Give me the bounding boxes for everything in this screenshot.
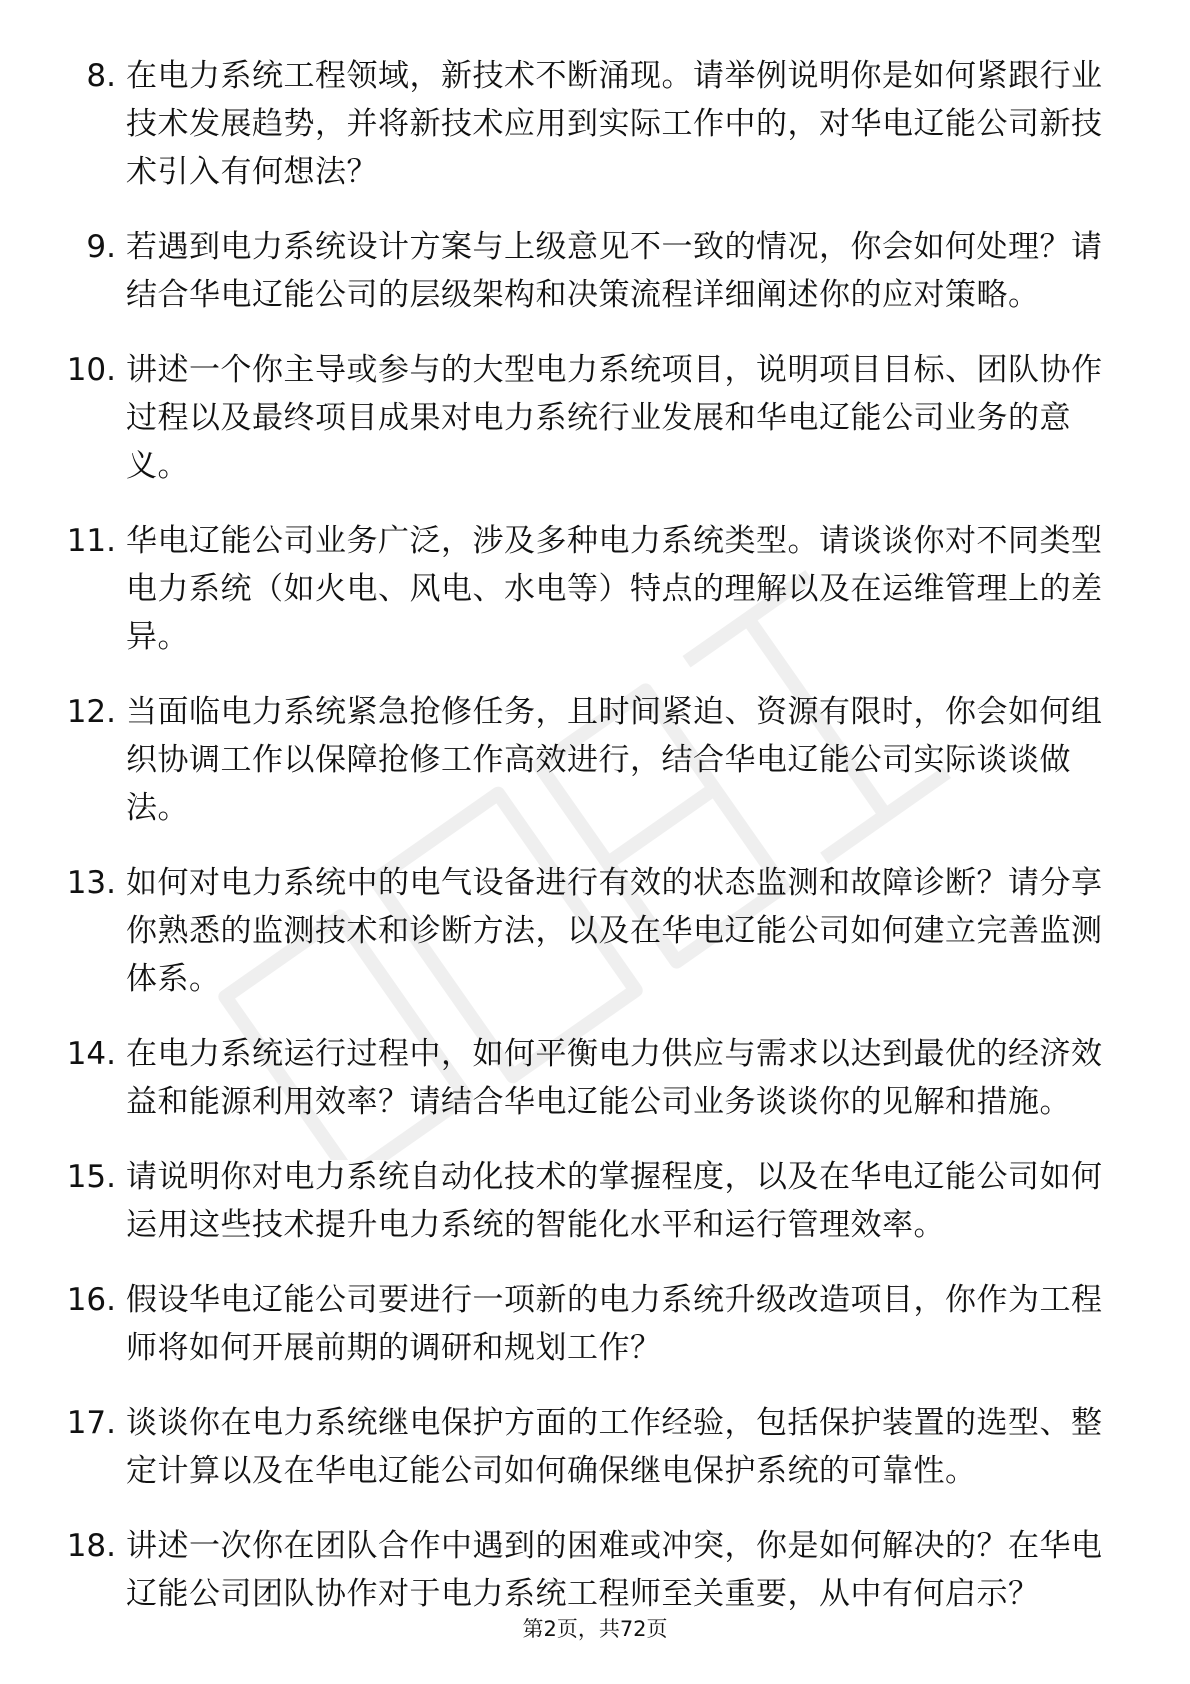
question-number: 17. [66,1405,116,1441]
question-item [0,52,1190,196]
question-item [0,223,1190,319]
question-number: 13. [66,865,116,901]
question-item [0,688,1190,832]
question-list [0,52,1190,1645]
question-text: 如何对电力系统中的电气设备进行有效的状态监测和故障诊断？请分享你熟悉的监测技术和诊断方法，以及在华电辽能公司如何建立完善监测体系。 [126,865,1103,997]
question-text: 谈谈你在电力系统继电保护方面的工作经验，包括保护装置的选型、整定计算以及在华电辽能公司如何确保继电保护系统的可靠性。 [126,1405,1103,1489]
question-number: 16. [66,1282,116,1318]
question-item [0,1276,1190,1372]
question-number: 14. [66,1036,116,1072]
question-number: 18. [66,1528,116,1564]
question-number: 9. [86,229,116,265]
question-number: 11. [66,523,116,559]
question-text: 华电辽能公司业务广泛，涉及多种电力系统类型。请谈谈你对不同类型电力系统（如火电、风电、水电等）特点的理解以及在运维管理上的差异。 [126,523,1103,655]
question-item [0,1522,1190,1618]
question-item [0,1030,1190,1126]
question-text: 在电力系统工程领域，新技术不断涌现。请举例说明你是如何紧跟行业技术发展趋势，并将新技术应用到实际工作中的，对华电辽能公司新技术引入有何想法？ [126,58,1103,190]
question-number: 15. [66,1159,116,1195]
question-text: 若遇到电力系统设计方案与上级意见不一致的情况，你会如何处理？请结合华电辽能公司的层级架构和决策流程详细阐述你的应对策略。 [126,229,1103,313]
question-text: 在电力系统运行过程中，如何平衡电力供应与需求以达到最优的经济效益和能源利用效率？请结合华电辽能公司业务谈谈你的见解和措施。 [126,1036,1103,1120]
question-text: 讲述一次你在团队合作中遇到的困难或冲突，你是如何解决的？在华电辽能公司团队协作对于电力系统工程师至关重要，从中有何启示？ [126,1528,1103,1612]
question-item [0,859,1190,1003]
question-text: 讲述一个你主导或参与的大型电力系统项目，说明项目目标、团队协作过程以及最终项目成果对电力系统行业发展和华电辽能公司业务的意义。 [126,352,1103,484]
question-item [0,1153,1190,1249]
question-text: 假设华电辽能公司要进行一项新的电力系统升级改造项目，你作为工程师将如何开展前期的调研和规划工作？ [126,1282,1103,1366]
question-number: 10. [66,352,116,388]
question-item [0,346,1190,490]
question-text: 当面临电力系统紧急抢修任务，且时间紧迫、资源有限时，你会如何组织协调工作以保障抢修工作高效进行，结合华电辽能公司实际谈谈做法。 [126,694,1103,826]
question-number: 8. [86,58,116,94]
question-item [0,1399,1190,1495]
question-text: 请说明你对电力系统自动化技术的掌握程度，以及在华电辽能公司如何运用这些技术提升电力系统的智能化水平和运行管理效率。 [126,1159,1103,1243]
page-number-footer: 第2页，共72页 [522,1617,668,1641]
question-item [0,517,1190,661]
question-number: 12. [66,694,116,730]
